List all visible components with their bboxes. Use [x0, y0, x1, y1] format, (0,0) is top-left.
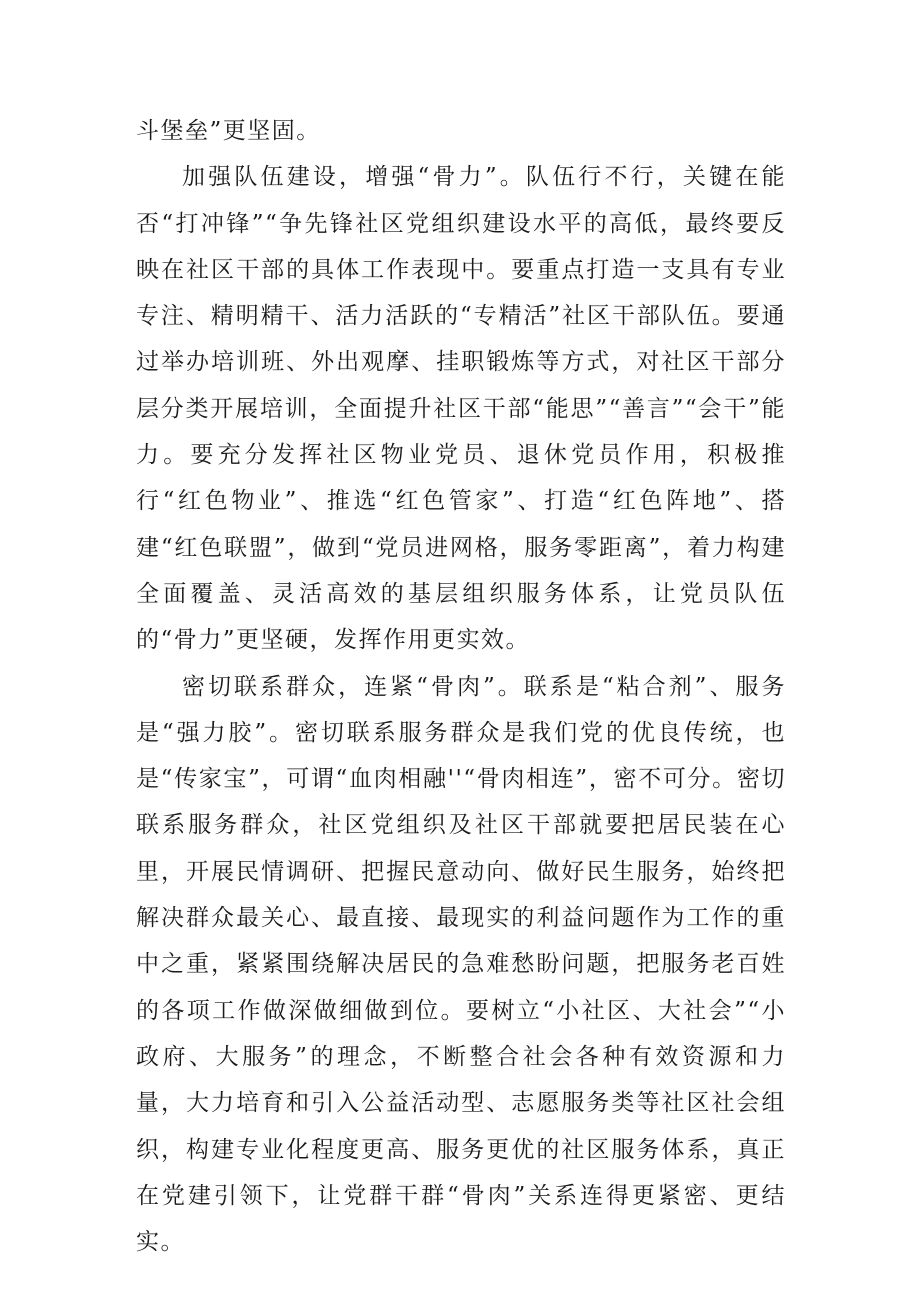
document-body	[136, 108, 786, 1265]
paragraph-mass-connection: 密切联系群众，连紧“骨肉”。联系是“粘合剂”、服务是“强力胶”。密切联系服务群众是我们党的优良传统，也是“传家宝”，可谓“血肉相融''“骨肉相连”，密不可分。密切联系服务群众，社区党组织及社区干部就要把居民装在心里，开展民情调研、把握民意动向、做好民生服务，始终把解决群众最关心、最直接、最现实的利益问题作为工作的重中之重，紧紧围绕解决居民的急难愁盼问题，把服务老百姓的各项工作做深做细做到位。要树立“小社区、大社会”“小政府、大服务”的理念，不断整合社会各种有效资源和力量，大力培育和引入公益活动型、志愿服务类等社区社会组织，构建专业化程度更高、服务更优的社区服务体系，真正在党建引领下，让党群干群“骨肉”关系连得更紧密、更结实。	[136, 673, 786, 1256]
paragraph-team-building: 加强队伍建设，增强“骨力”。队伍行不行，关键在能否“打冲锋”“争先锋社区党组织建设水平的高低，最终要反映在社区干部的具体工作表现中。要重点打造一支具有专业专注、精明精干、活力活跃的“专精活”社区干部队伍。要通过举办培训班、外出观摩、挂职锻炼等方式，对社区干部分层分类开展培训，全面提升社区干部“能思”“善言”“会干”能力。要充分发挥社区物业党员、退休党员作用，积极推行“红色物业”、推选“红色管家”、打造“红色阵地”、搭建“红色联盟”，做到“党员进网格，服务零距离”，着力构建全面覆盖、灵活高效的基层组织服务体系，让党员队伍的“骨力”更坚硬，发挥作用更实效。	[136, 164, 786, 654]
paragraph-continuation: 斗堡垒”更坚固。	[136, 118, 321, 144]
